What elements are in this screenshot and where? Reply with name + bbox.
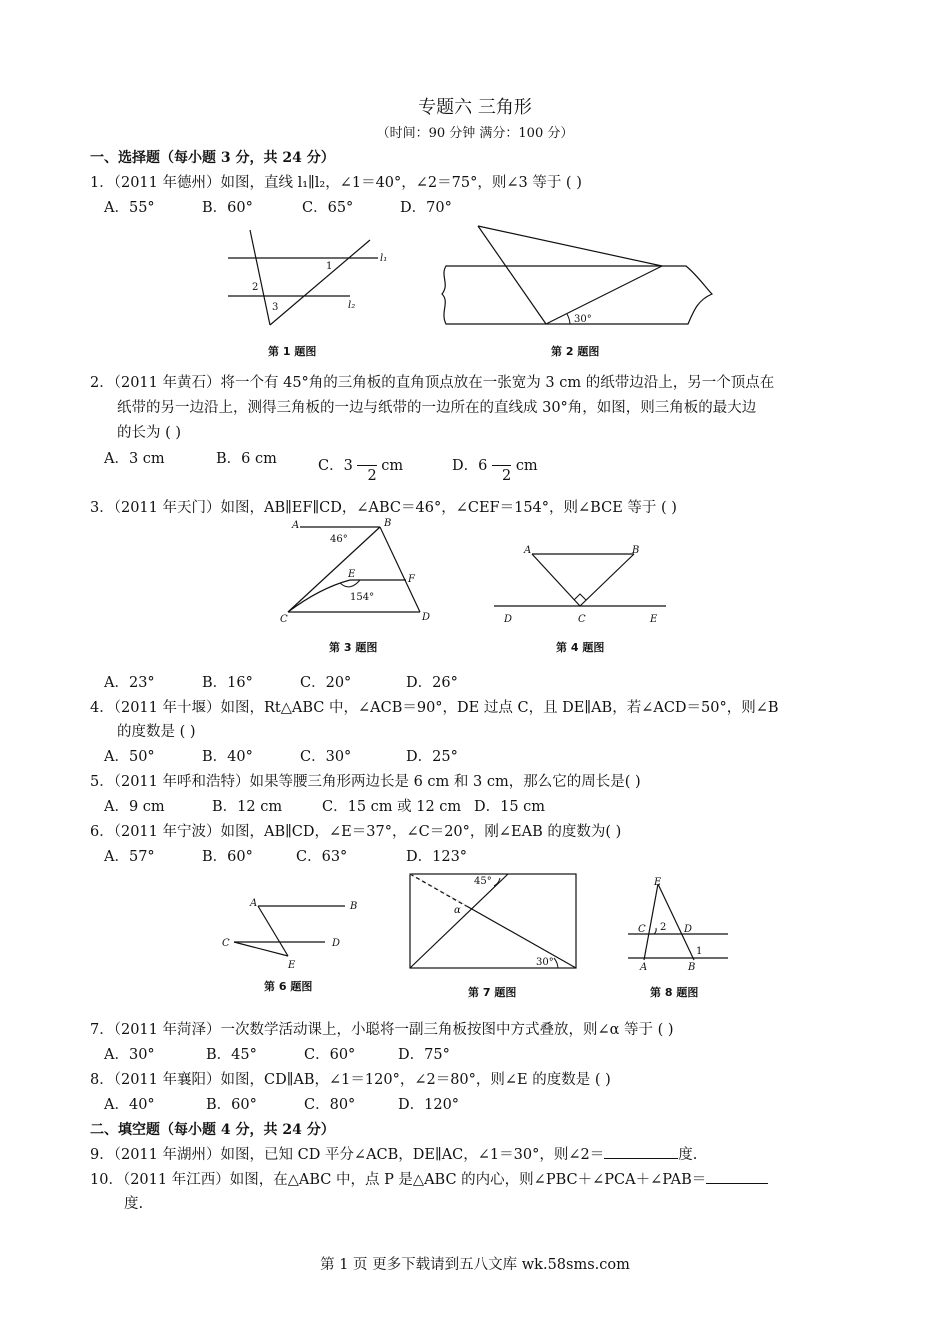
fig6-label-a: A xyxy=(250,898,258,909)
page-footer: 第 1 页 更多下载请到五八文库 wk.58sms.com xyxy=(320,1257,630,1273)
fig1-label-2: 2 xyxy=(252,282,259,293)
option-a: A．30° xyxy=(104,1047,155,1063)
option-d: D．6 2 cm xyxy=(452,458,538,484)
fig1-label-1: 1 xyxy=(326,261,333,272)
figure-3 xyxy=(280,518,440,625)
section-fill-heading: 二、填空题（每小题 4 分，共 24 分） xyxy=(90,1122,335,1138)
fig8-label-2: 2 xyxy=(660,922,667,933)
fig3-label-f: F xyxy=(408,574,415,585)
option-d: D．75° xyxy=(398,1047,450,1063)
option-d: D．70° xyxy=(400,200,452,216)
figure-4 xyxy=(494,542,669,627)
fig2-angle: 30° xyxy=(574,314,592,325)
fig3-label-d: D xyxy=(422,612,431,623)
option-d: D．123° xyxy=(406,849,468,865)
option-a: A．57° xyxy=(104,849,155,865)
option-c: C．60° xyxy=(304,1047,356,1063)
fig3-label-a: A xyxy=(292,520,300,531)
fig4-label-e: E xyxy=(650,614,658,625)
sqrt-d: 2 xyxy=(492,465,511,486)
fig1-caption: 第 1 题图 xyxy=(268,345,317,358)
fig7-alpha: α xyxy=(454,905,461,916)
fig4-label-a: A xyxy=(524,545,532,556)
option-b: B．45° xyxy=(206,1047,257,1063)
option-a: A．23° xyxy=(104,675,155,691)
question-4-options xyxy=(104,747,458,767)
option-b: B．60° xyxy=(206,1097,257,1113)
answer-blank-10[interactable] xyxy=(706,1169,768,1184)
fig6-label-e: E xyxy=(288,960,296,971)
fig4-label-c: C xyxy=(578,614,586,625)
fig4-caption: 第 4 题图 xyxy=(556,641,605,654)
fig6-caption: 第 6 题图 xyxy=(264,980,313,993)
figure-8 xyxy=(624,876,734,974)
option-a: A．40° xyxy=(104,1097,155,1113)
option-d: D．15 cm xyxy=(474,799,546,815)
option-c: C．3 2 cm xyxy=(318,458,404,484)
option-c: C．20° xyxy=(300,675,352,691)
figure-6 xyxy=(220,896,358,971)
option-c: C．15 cm 或 12 cm xyxy=(322,799,462,815)
page-title: 专题六 三角形 xyxy=(418,97,532,118)
fig7-angle-45: 45° xyxy=(474,876,492,887)
fig3-angle-154: 154° xyxy=(350,592,375,603)
option-c: C．80° xyxy=(304,1097,356,1113)
question-2-line-1: 2．（2011 年黄石）将一个有 45°角的三角板的直角顶点放在一张宽为 3 cm 的纸带边沿上，另一个顶点在 xyxy=(90,375,775,391)
question-1-options xyxy=(104,198,452,218)
question-4-line-2: 的度数是 ( ) xyxy=(117,724,196,740)
option-b: B．6 cm xyxy=(216,451,277,467)
question-5: 5．（2011 年呼和浩特）如果等腰三角形两边长是 6 cm 和 3 cm，那么它的周长是( ) xyxy=(90,774,641,790)
fig1-label-l1: l₁ xyxy=(380,253,388,264)
option-b: B．12 cm xyxy=(212,799,283,815)
figure-2 xyxy=(436,226,716,330)
question-8-options xyxy=(104,1095,459,1115)
option-a: A．9 cm xyxy=(104,799,165,815)
option-c: C．30° xyxy=(300,749,352,765)
fig8-label-c: C xyxy=(638,924,646,935)
figure-1 xyxy=(228,230,398,330)
option-c: C．65° xyxy=(302,200,354,216)
question-8: 8．（2011 年襄阳）如图，CD∥AB，∠1＝120°，∠2＝80°，则∠E 的度数是 ( ) xyxy=(90,1072,611,1088)
fig1-label-l2: l₂ xyxy=(348,300,356,311)
option-a: A．50° xyxy=(104,749,155,765)
option-b: B．60° xyxy=(202,200,253,216)
fig2-caption: 第 2 题图 xyxy=(551,345,600,358)
fig8-label-e: E xyxy=(654,877,662,888)
fig3-caption: 第 3 题图 xyxy=(329,641,378,654)
question-3-options xyxy=(104,673,458,693)
fig6-label-b: B xyxy=(350,901,358,912)
option-d: D．120° xyxy=(398,1097,460,1113)
option-b: B．60° xyxy=(202,849,253,865)
question-3: 3．（2011 年天门）如图，AB∥EF∥CD，∠ABC＝46°，∠CEF＝154°，则∠BCE 等于 ( ) xyxy=(90,500,677,516)
fig1-label-3: 3 xyxy=(272,302,279,313)
section-choice-heading: 一、选择题（每小题 3 分，共 24 分） xyxy=(90,150,335,166)
question-6: 6．（2011 年宁波）如图，AB∥CD，∠E＝37°，∠C＝20°，刚∠EAB 的度数为( ) xyxy=(90,824,622,840)
question-10-line-2: 度. xyxy=(124,1196,144,1212)
option-a: A．55° xyxy=(104,200,155,216)
question-5-options xyxy=(104,797,545,817)
question-4-line-1: 4．（2011 年十堰）如图，Rt△ABC 中，∠ACB＝90°，DE 过点 C，且 DE∥AB，若∠ACD＝50°，则∠B xyxy=(90,700,779,716)
question-2-line-2: 纸带的另一边沿上，测得三角板的一边与纸带的一边所在的直线成 30°角，如图，则三角板的最大边 xyxy=(117,400,757,416)
question-2-options xyxy=(104,449,318,469)
question-9: 9．（2011 年湖州）如图，已知 CD 平分∠ACB，DE∥AC，∠1＝30°，则∠2＝ 度. xyxy=(90,1144,697,1165)
option-a: A．3 cm xyxy=(104,451,165,467)
fig7-angle-30: 30° xyxy=(536,957,554,968)
fig6-label-d: D xyxy=(332,938,341,949)
fig8-caption: 第 8 题图 xyxy=(650,986,699,999)
option-d: D．26° xyxy=(406,675,458,691)
fig4-label-b: B xyxy=(632,545,640,556)
option-c: C．63° xyxy=(296,849,348,865)
fig3-label-e: E xyxy=(348,569,356,580)
fig3-label-c: C xyxy=(280,614,288,625)
figure-7 xyxy=(408,872,580,970)
option-b: B．16° xyxy=(202,675,253,691)
option-b: B．40° xyxy=(202,749,253,765)
question-7-options xyxy=(104,1045,450,1065)
answer-blank-9[interactable] xyxy=(604,1144,678,1159)
fig3-label-b: B xyxy=(384,518,392,529)
option-d: D．25° xyxy=(406,749,458,765)
fig8-label-1: 1 xyxy=(696,946,703,957)
question-10: 10．（2011 年江西）如图，在△ABC 中，点 P 是△ABC 的内心，则∠PBC＋∠PCA＋∠PAB＝ xyxy=(90,1169,768,1190)
fig4-label-d: D xyxy=(504,614,513,625)
fig6-label-c: C xyxy=(222,938,230,949)
question-1: 1．（2011 年德州）如图，直线 l₁∥l₂，∠1＝40°，∠2＝75°，则∠3 等于 ( ) xyxy=(90,175,582,191)
sqrt-c: 2 xyxy=(357,465,376,486)
fig8-label-b: B xyxy=(688,962,696,973)
question-2-line-3: 的长为 ( ) xyxy=(117,425,182,441)
fig3-angle-46: 46° xyxy=(330,534,348,545)
question-7: 7．（2011 年菏泽）一次数学活动课上，小聪将一副三角板按图中方式叠放，则∠α 等于 ( ) xyxy=(90,1022,674,1038)
page-subtitle: （时间：90 分钟 满分：100 分） xyxy=(376,126,574,141)
fig8-label-d: D xyxy=(684,924,693,935)
fig7-caption: 第 7 题图 xyxy=(468,986,517,999)
fig8-label-a: A xyxy=(640,962,648,973)
question-6-options xyxy=(104,847,467,867)
